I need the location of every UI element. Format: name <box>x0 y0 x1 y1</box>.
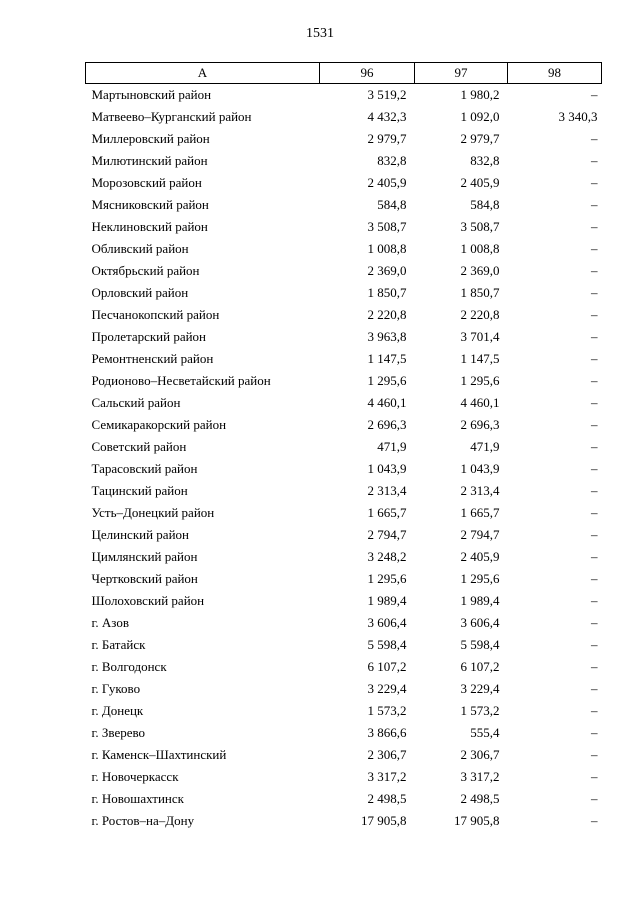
row-name: Ремонтненский район <box>91 351 214 366</box>
table-row <box>86 458 602 480</box>
header-name: А <box>86 63 320 84</box>
table-row <box>86 370 602 392</box>
row-value-97: 1 980,2 <box>460 87 500 102</box>
row-value-96: 3 519,2 <box>367 87 407 102</box>
row-value-98: – <box>591 615 598 630</box>
row-name: Родионово–Несветайский район <box>91 373 271 388</box>
table-row <box>86 502 602 524</box>
row-name: Пролетарский район <box>91 329 207 344</box>
row-value-97: 584,8 <box>470 197 500 212</box>
row-value-98: – <box>591 681 598 696</box>
row-value-98: – <box>591 373 598 388</box>
row-value-96: 1 043,9 <box>367 461 407 476</box>
row-value-96: 2 498,5 <box>367 791 407 806</box>
row-value-98: – <box>591 571 598 586</box>
row-value-98: – <box>591 263 598 278</box>
row-value-96: 2 696,3 <box>367 417 407 432</box>
row-value-97: 2 498,5 <box>460 791 500 806</box>
row-value-96: 2 979,7 <box>367 131 407 146</box>
table-row <box>86 634 602 656</box>
row-value-96: 6 107,2 <box>367 659 407 674</box>
row-value-97: 2 313,4 <box>460 483 500 498</box>
row-value-98: – <box>591 87 598 102</box>
row-name: г. Каменск–Шахтинский <box>91 747 227 762</box>
row-value-97: 555,4 <box>470 725 500 740</box>
page-number: 1531 <box>306 26 334 41</box>
row-value-96: 1 989,4 <box>367 593 407 608</box>
row-name: Октябрьский район <box>91 263 200 278</box>
row-name: г. Донецк <box>91 703 144 718</box>
row-value-96: 2 405,9 <box>367 175 407 190</box>
table-row <box>86 722 602 744</box>
row-value-98: – <box>591 769 598 784</box>
row-value-97: 3 229,4 <box>460 681 500 696</box>
row-value-97: 1 850,7 <box>460 285 500 300</box>
row-name: Тацинский район <box>91 483 188 498</box>
row-name: г. Ростов–на–Дону <box>91 813 195 828</box>
row-value-98: – <box>591 527 598 542</box>
table-row <box>86 326 602 348</box>
table-row <box>86 194 602 216</box>
row-value-96: 1 850,7 <box>367 285 407 300</box>
row-value-98: – <box>591 175 598 190</box>
row-name: Целинский район <box>91 527 189 542</box>
row-value-96: 4 432,3 <box>367 109 407 124</box>
table-row <box>86 392 602 414</box>
row-value-98: – <box>591 659 598 674</box>
row-value-96: 3 508,7 <box>367 219 407 234</box>
row-name: Матвеево–Курганский район <box>91 109 252 124</box>
header-col-96: 96 <box>320 63 415 84</box>
row-value-98: – <box>591 351 598 366</box>
row-value-97: 2 794,7 <box>460 527 500 542</box>
row-name: Милютинский район <box>91 153 208 168</box>
row-value-97: 1 008,8 <box>460 241 500 256</box>
row-value-98: – <box>591 703 598 718</box>
table-row <box>86 744 602 766</box>
table-row <box>86 84 602 107</box>
budget-table-container <box>85 62 601 832</box>
row-value-97: 2 306,7 <box>460 747 500 762</box>
budget-table <box>85 62 602 832</box>
row-value-97: 2 369,0 <box>460 263 500 278</box>
row-name: Миллеровский район <box>91 131 210 146</box>
row-value-96: 2 313,4 <box>367 483 407 498</box>
row-name: г. Волгодонск <box>91 659 167 674</box>
row-value-98: 3 340,3 <box>558 109 598 124</box>
row-value-97: 2 696,3 <box>460 417 500 432</box>
row-value-98: – <box>591 461 598 476</box>
row-name: г. Гуково <box>91 681 141 696</box>
row-value-96: 3 963,8 <box>367 329 407 344</box>
row-value-97: 2 405,9 <box>460 175 500 190</box>
table-row <box>86 590 602 612</box>
row-value-98: – <box>591 791 598 806</box>
row-value-98: – <box>591 439 598 454</box>
row-value-96: 3 317,2 <box>367 769 407 784</box>
table-row <box>86 524 602 546</box>
row-value-96: 1 008,8 <box>367 241 407 256</box>
table-row <box>86 150 602 172</box>
row-name: Неклиновский район <box>91 219 208 234</box>
row-value-98: – <box>591 219 598 234</box>
row-value-98: – <box>591 285 598 300</box>
row-value-96: 584,8 <box>377 197 407 212</box>
row-value-96: 3 606,4 <box>367 615 407 630</box>
row-name: г. Зверево <box>91 725 146 740</box>
row-name: Усть–Донецкий район <box>91 505 215 520</box>
row-value-96: 2 369,0 <box>367 263 407 278</box>
row-name: Тарасовский район <box>91 461 198 476</box>
row-name: г. Новошахтинск <box>91 791 184 806</box>
row-value-96: 1 295,6 <box>367 373 407 388</box>
row-value-98: – <box>591 395 598 410</box>
table-row <box>86 480 602 502</box>
header-col-98: 98 <box>508 63 602 84</box>
row-value-96: 3 248,2 <box>367 549 407 564</box>
row-value-97: 3 606,4 <box>460 615 500 630</box>
row-value-98: – <box>591 549 598 564</box>
row-value-97: 2 220,8 <box>460 307 500 322</box>
row-name: Чертковский район <box>91 571 198 586</box>
table-row <box>86 348 602 370</box>
header-col-97: 97 <box>415 63 508 84</box>
table-row <box>86 106 602 128</box>
row-value-96: 3 866,6 <box>367 725 407 740</box>
row-value-98: – <box>591 505 598 520</box>
row-value-96: 1 147,5 <box>367 351 407 366</box>
row-value-98: – <box>591 307 598 322</box>
row-value-98: – <box>591 417 598 432</box>
table-row <box>86 414 602 436</box>
row-name: Сальский район <box>91 395 181 410</box>
row-name: Орловский район <box>91 285 189 300</box>
row-value-96: 3 229,4 <box>367 681 407 696</box>
row-value-97: 1 295,6 <box>460 571 500 586</box>
row-value-97: 17 905,8 <box>454 813 500 828</box>
row-name: Морозовский район <box>91 175 202 190</box>
row-value-97: 2 979,7 <box>460 131 500 146</box>
row-value-97: 1 092,0 <box>460 109 500 124</box>
row-name: г. Азов <box>91 615 129 630</box>
table-header-row <box>86 63 602 84</box>
table-row <box>86 436 602 458</box>
row-value-96: 471,9 <box>377 439 407 454</box>
row-value-96: 832,8 <box>377 153 407 168</box>
row-value-96: 4 460,1 <box>367 395 407 410</box>
row-value-98: – <box>591 131 598 146</box>
row-value-96: 1 665,7 <box>367 505 407 520</box>
row-value-98: – <box>591 153 598 168</box>
row-value-97: 3 508,7 <box>460 219 500 234</box>
row-value-97: 832,8 <box>470 153 500 168</box>
table-row <box>86 172 602 194</box>
row-value-97: 2 405,9 <box>460 549 500 564</box>
row-value-98: – <box>591 329 598 344</box>
row-value-96: 2 220,8 <box>367 307 407 322</box>
row-value-97: 1 573,2 <box>460 703 500 718</box>
table-row <box>86 810 602 832</box>
row-value-97: 1 989,4 <box>460 593 500 608</box>
table-row <box>86 282 602 304</box>
row-value-96: 2 306,7 <box>367 747 407 762</box>
table-row <box>86 788 602 810</box>
row-value-98: – <box>591 747 598 762</box>
table-row <box>86 678 602 700</box>
row-value-98: – <box>591 593 598 608</box>
row-value-97: 1 665,7 <box>460 505 500 520</box>
table-row <box>86 304 602 326</box>
table-row <box>86 766 602 788</box>
row-value-97: 3 317,2 <box>460 769 500 784</box>
row-value-97: 6 107,2 <box>460 659 500 674</box>
table-row <box>86 128 602 150</box>
table-row <box>86 260 602 282</box>
table-body <box>86 84 602 833</box>
row-value-97: 471,9 <box>470 439 500 454</box>
row-name: Советский район <box>91 439 187 454</box>
row-value-98: – <box>591 241 598 256</box>
row-value-97: 1 043,9 <box>460 461 500 476</box>
row-value-98: – <box>591 813 598 828</box>
row-value-98: – <box>591 725 598 740</box>
row-value-96: 2 794,7 <box>367 527 407 542</box>
row-value-96: 17 905,8 <box>361 813 407 828</box>
table-row <box>86 216 602 238</box>
row-value-98: – <box>591 197 598 212</box>
table-row <box>86 568 602 590</box>
row-name: Шолоховский район <box>91 593 205 608</box>
row-value-97: 4 460,1 <box>460 395 500 410</box>
row-name: Песчанокопский район <box>91 307 220 322</box>
row-value-98: – <box>591 483 598 498</box>
row-name: Обливский район <box>91 241 189 256</box>
row-value-98: – <box>591 637 598 652</box>
row-value-97: 3 701,4 <box>460 329 500 344</box>
row-value-97: 1 147,5 <box>460 351 500 366</box>
row-value-97: 5 598,4 <box>460 637 500 652</box>
table-row <box>86 612 602 634</box>
table-row <box>86 656 602 678</box>
row-name: Семикаракорский район <box>91 417 227 432</box>
row-value-96: 1 295,6 <box>367 571 407 586</box>
table-row <box>86 238 602 260</box>
table-row <box>86 700 602 722</box>
table-row <box>86 546 602 568</box>
row-name: г. Новочеркасск <box>91 769 179 784</box>
row-value-96: 1 573,2 <box>367 703 407 718</box>
row-value-96: 5 598,4 <box>367 637 407 652</box>
row-name: Мартыновский район <box>91 87 212 102</box>
row-value-97: 1 295,6 <box>460 373 500 388</box>
row-name: Цимлянский район <box>91 549 198 564</box>
row-name: Мясниковский район <box>91 197 209 212</box>
row-name: г. Батайск <box>91 637 146 652</box>
